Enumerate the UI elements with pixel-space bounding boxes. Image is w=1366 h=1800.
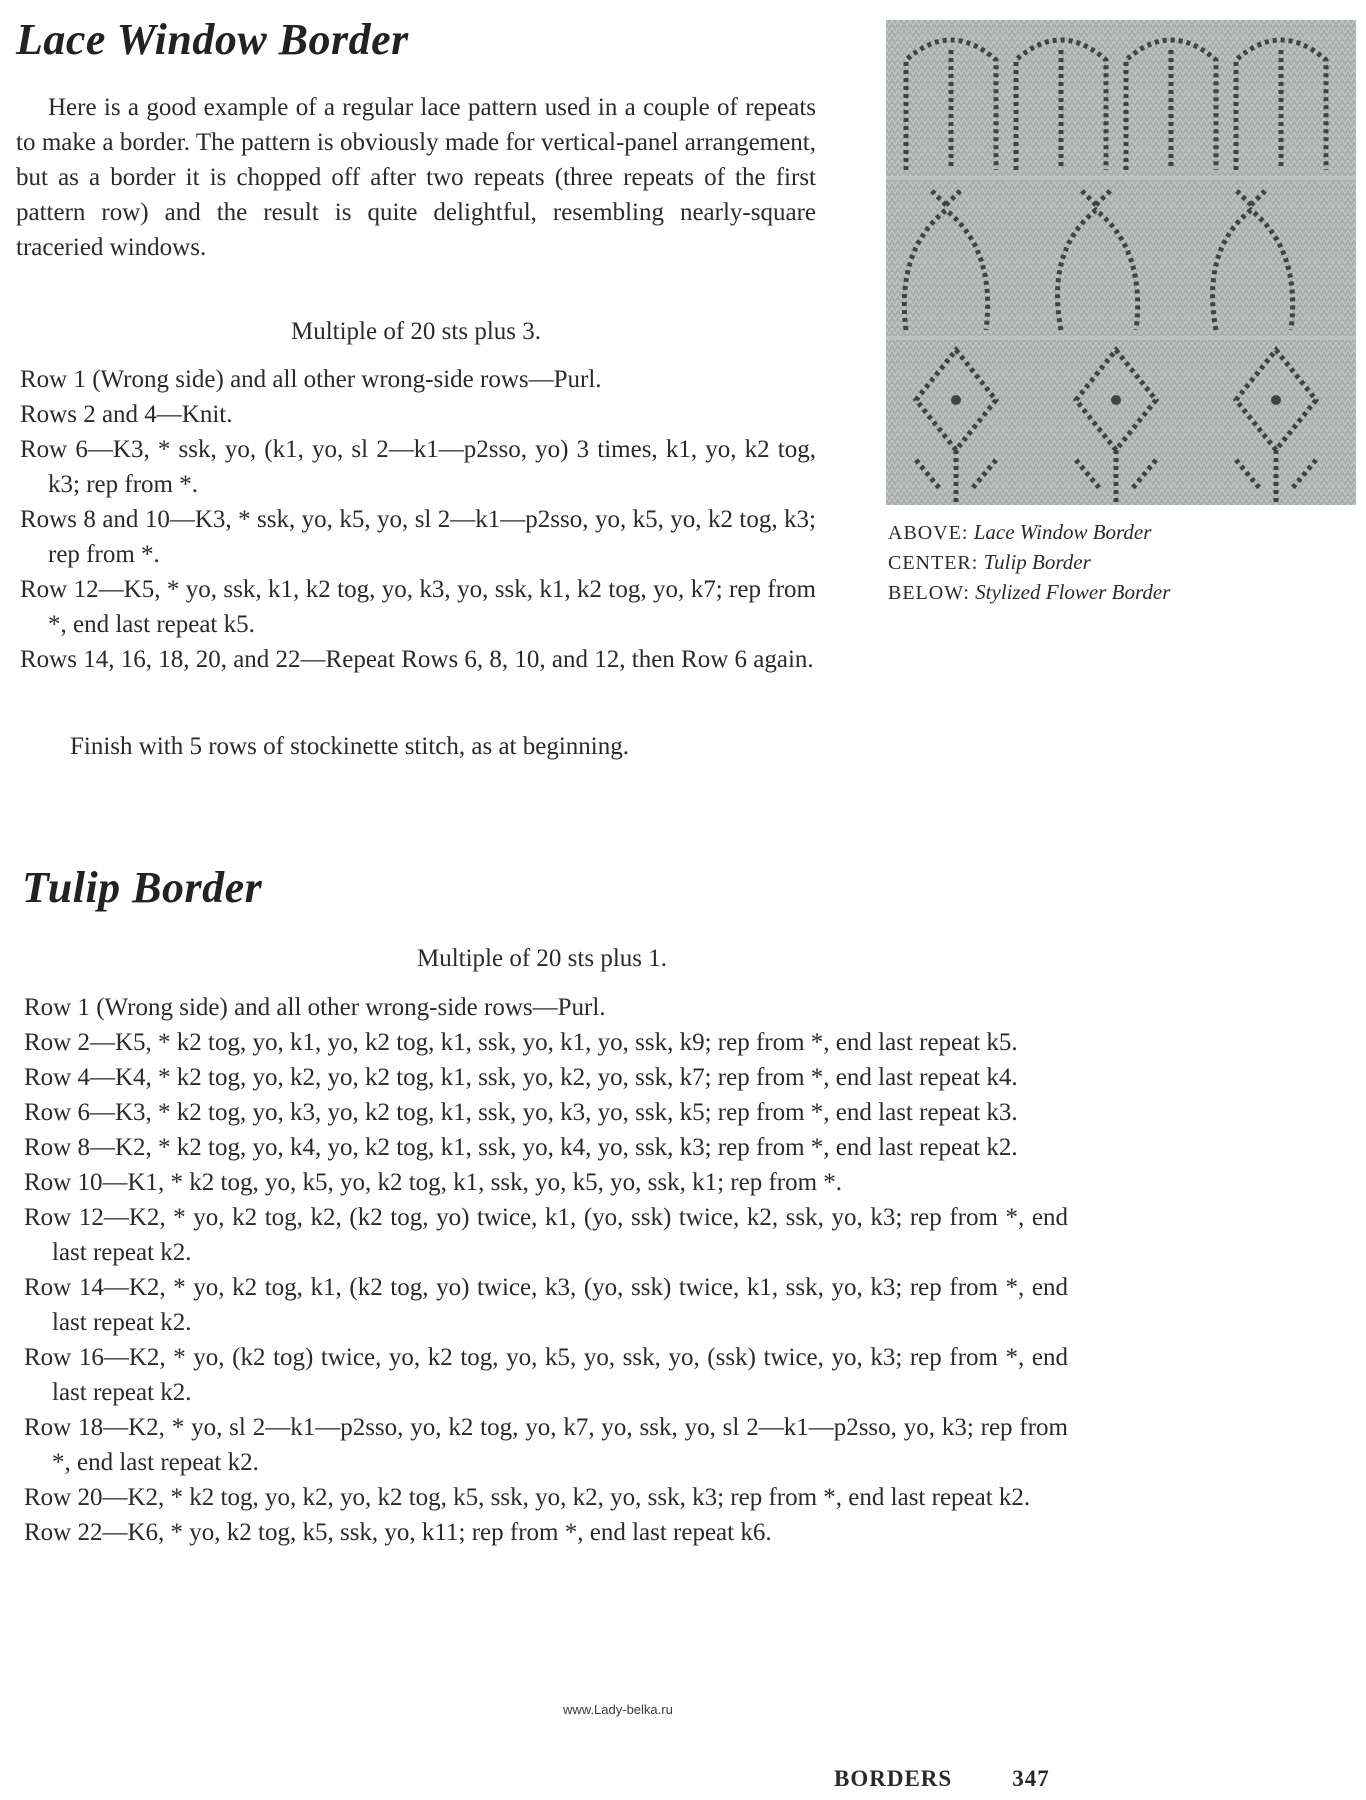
page-number: 347: [1012, 1766, 1050, 1791]
caption-above-label: ABOVE:: [888, 522, 969, 544]
caption-below: [888, 578, 1170, 608]
caption-center-label: CENTER:: [888, 552, 979, 574]
lace-window-border-finish: Finish with 5 rows of stockinette stitch, as at beginning.: [70, 733, 629, 760]
watermark: www.Lady-belka.ru: [563, 1702, 673, 1717]
instruction-row: Row 4—K4, * k2 tog, yo, k2, yo, k2 tog, k1, ssk, yo, k2, yo, ssk, k7; rep from *, end last repeat k4.: [24, 1064, 1018, 1091]
instruction-row: Row 6—K3, * k2 tog, yo, k3, yo, k2 tog, k1, ssk, yo, k3, yo, ssk, k5; rep from *, end last repeat k3.: [24, 1099, 1018, 1126]
instruction-row: Row 12—K2, * yo, k2 tog, k2, (k2 tog, yo) twice, k1, (yo, ssk) twice, k2, ssk, yo, k3; rep from *, end last repeat k2.: [24, 1204, 1068, 1266]
instruction-row: Row 18—K2, * yo, sl 2—k1—p2sso, yo, k2 tog, yo, k7, yo, ssk, yo, sl 2—k1—p2sso, yo, k3; rep from *, end last repeat k2.: [24, 1414, 1068, 1476]
tulip-border-multiple: Multiple of 20 sts plus 1.: [416, 945, 667, 972]
caption-center: [888, 548, 1170, 578]
swatch-illustration: [886, 20, 1356, 505]
caption-below-value: Stylized Flower Border: [975, 580, 1171, 604]
instruction-row: Row 10—K1, * k2 tog, yo, k5, yo, k2 tog, k1, ssk, yo, k5, yo, ssk, k1; rep from *.: [24, 1169, 843, 1196]
caption-center-value: Tulip Border: [983, 550, 1091, 574]
tulip-border-title: Tulip Border: [22, 863, 263, 912]
instruction-row: Rows 8 and 10—K3, * ssk, yo, k5, yo, sl 2—k1—p2sso, yo, k5, yo, k2 tog, k3; rep from *.: [20, 506, 816, 568]
caption-below-label: BELOW:: [888, 582, 970, 604]
instruction-row: Row 8—K2, * k2 tog, yo, k4, yo, k2 tog, k1, ssk, yo, k4, yo, ssk, k3; rep from *, end last repeat k2.: [24, 1134, 1018, 1161]
lace-window-border-intro: Here is a good example of a regular lace pattern used in a couple of repeats to make a border. The pattern is obviously made for vertical-panel arrangement, but as a border it is chopped off after two repeats (three repeats of the first pattern row) and the result is quite delightful, resembling nearly-square traceried windows.: [16, 94, 816, 261]
instruction-row: Rows 14, 16, 18, 20, and 22—Repeat Rows 6, 8, 10, and 12, then Row 6 again.: [20, 646, 814, 673]
footer-section: BORDERS: [834, 1766, 953, 1791]
swatch-caption: [888, 518, 1170, 608]
instruction-row: Rows 2 and 4—Knit.: [20, 401, 233, 428]
instruction-row: Row 22—K6, * yo, k2 tog, k5, ssk, yo, k11; rep from *, end last repeat k6.: [24, 1519, 772, 1546]
caption-above-value: Lace Window Border: [973, 520, 1152, 544]
instruction-row: Row 6—K3, * ssk, yo, (k1, yo, sl 2—k1—p2sso, yo) 3 times, k1, yo, k2 tog, k3; rep from *.: [20, 436, 816, 498]
instruction-row: Row 14—K2, * yo, k2 tog, k1, (k2 tog, yo) twice, k3, (yo, ssk) twice, k1, ssk, yo, k3; rep from *, end last repeat k2.: [24, 1274, 1068, 1336]
lace-window-border-title: Lace Window Border: [16, 15, 409, 64]
instruction-row: Row 2—K5, * k2 tog, yo, k1, yo, k2 tog, k1, ssk, yo, k1, yo, ssk, k9; rep from *, end last repeat k5.: [24, 1029, 1018, 1056]
instruction-row: Row 1 (Wrong side) and all other wrong-side rows—Purl.: [24, 994, 606, 1021]
page-footer: [834, 1766, 1050, 1792]
instruction-row: Row 16—K2, * yo, (k2 tog) twice, yo, k2 tog, yo, k5, yo, ssk, yo, (ssk) twice, yo, k3; rep from *, end last repeat k2.: [24, 1344, 1068, 1406]
instruction-row: Row 1 (Wrong side) and all other wrong-side rows—Purl.: [20, 366, 602, 393]
caption-above: [888, 518, 1170, 548]
instruction-row: Row 12—K5, * yo, ssk, k1, k2 tog, yo, k3, yo, ssk, k1, k2 tog, yo, k7; rep from *, end last repeat k5.: [20, 576, 816, 638]
lace-window-border-multiple: Multiple of 20 sts plus 3.: [290, 318, 541, 345]
knitted-swatch-photo: [886, 20, 1356, 505]
lace-window-border-rows: [20, 362, 816, 677]
instruction-row: Row 20—K2, * k2 tog, yo, k2, yo, k2 tog, k5, ssk, yo, k2, yo, ssk, k3; rep from *, end last repeat k2.: [24, 1484, 1031, 1511]
tulip-border-rows: [24, 990, 1068, 1550]
